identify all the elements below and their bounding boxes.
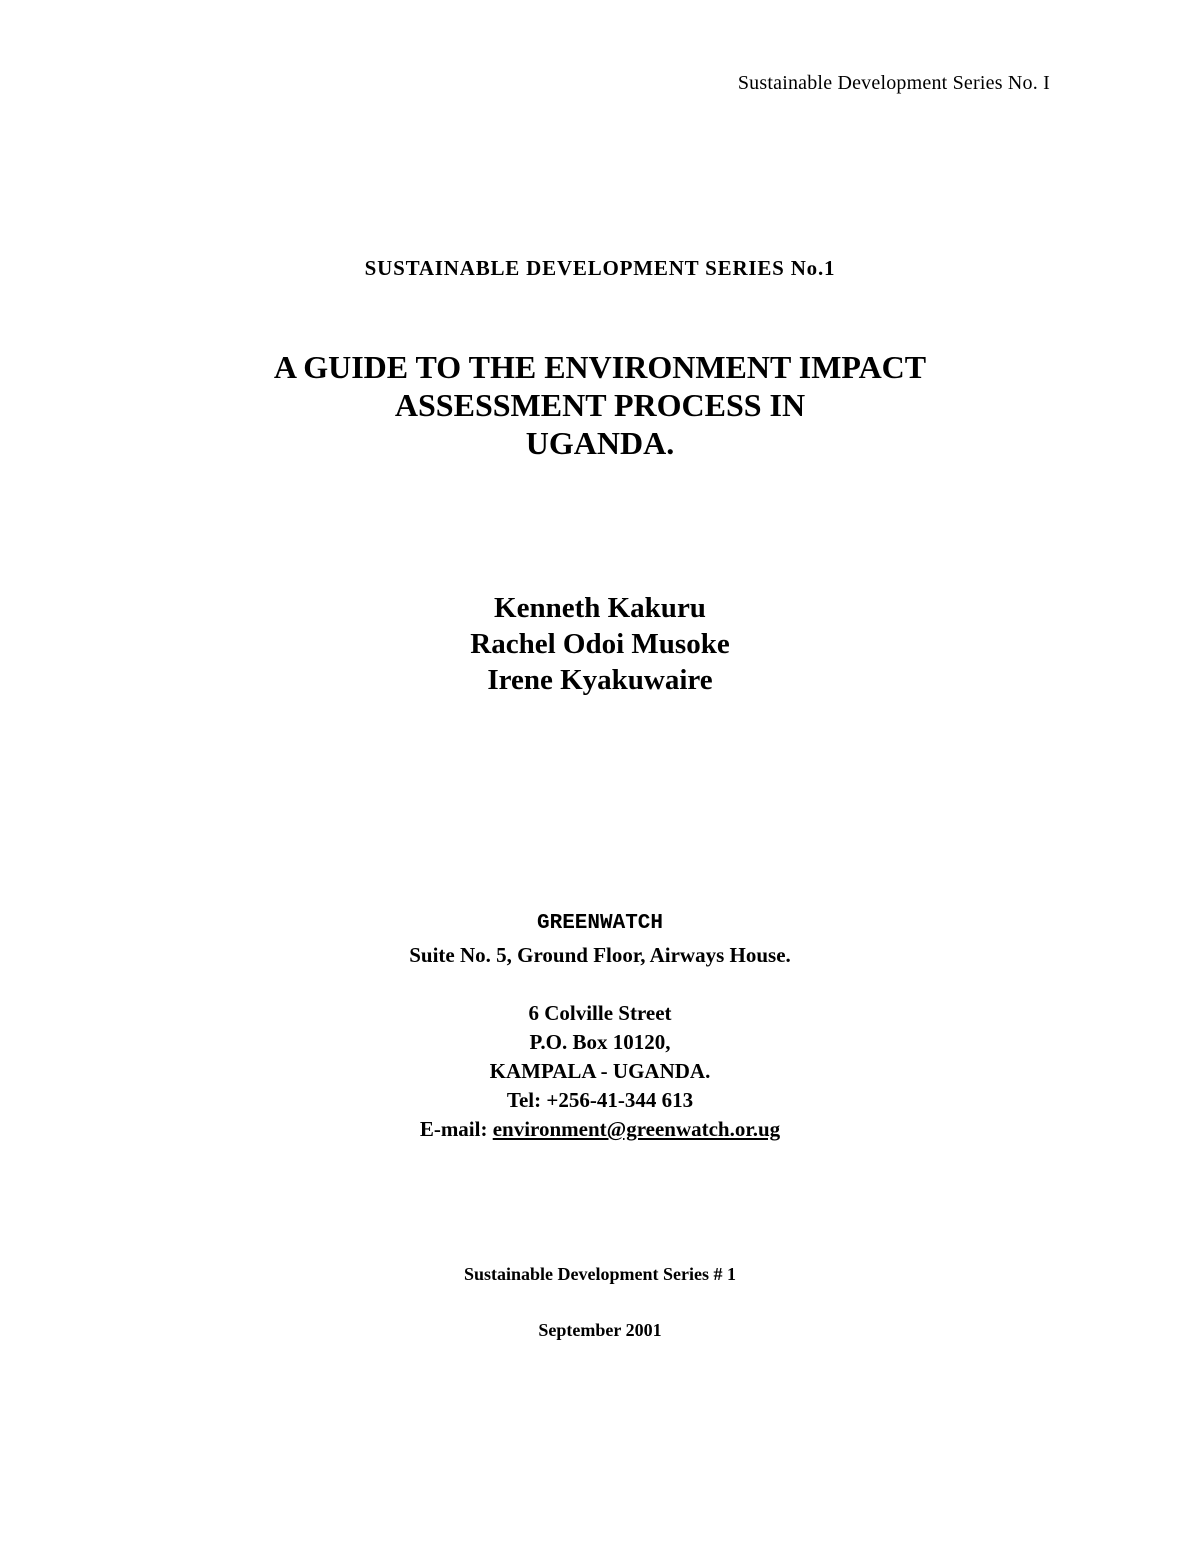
- address-suite: Suite No. 5, Ground Floor, Airways House.: [409, 943, 791, 967]
- publication-date: September 2001: [538, 1320, 662, 1340]
- author-name: Kenneth Kakuru: [494, 592, 706, 624]
- address-email-line: [0, 1115, 1200, 1144]
- address-po-box: P.O. Box 10120,: [529, 1030, 671, 1054]
- author-name: Rachel Odoi Musoke: [470, 628, 730, 660]
- document-title: [0, 348, 1200, 462]
- address-street: 6 Colville Street: [528, 1001, 672, 1025]
- email-label: E-mail:: [419, 1117, 493, 1141]
- author-list: [0, 590, 1200, 698]
- series-heading: SUSTAINABLE DEVELOPMENT SERIES No.1: [364, 256, 836, 280]
- title-line: UGANDA.: [525, 425, 675, 461]
- title-line: ASSESSMENT PROCESS IN: [394, 387, 806, 423]
- title-line: A GUIDE TO THE ENVIRONMENT IMPACT: [273, 349, 927, 385]
- author-name: Irene Kyakuwaire: [487, 664, 713, 696]
- publisher-name: GREENWATCH: [536, 912, 664, 935]
- email-link[interactable]: environment@greenwatch.or.ug: [492, 1117, 781, 1141]
- address-telephone: Tel: +256-41-344 613: [506, 1088, 694, 1112]
- series-footer: Sustainable Development Series # 1: [464, 1264, 736, 1284]
- address-city: KAMPALA - UGANDA.: [489, 1059, 711, 1083]
- running-header: Sustainable Development Series No. I: [737, 72, 1050, 94]
- address-spacer: [0, 970, 1200, 999]
- publisher-address: [0, 941, 1200, 1144]
